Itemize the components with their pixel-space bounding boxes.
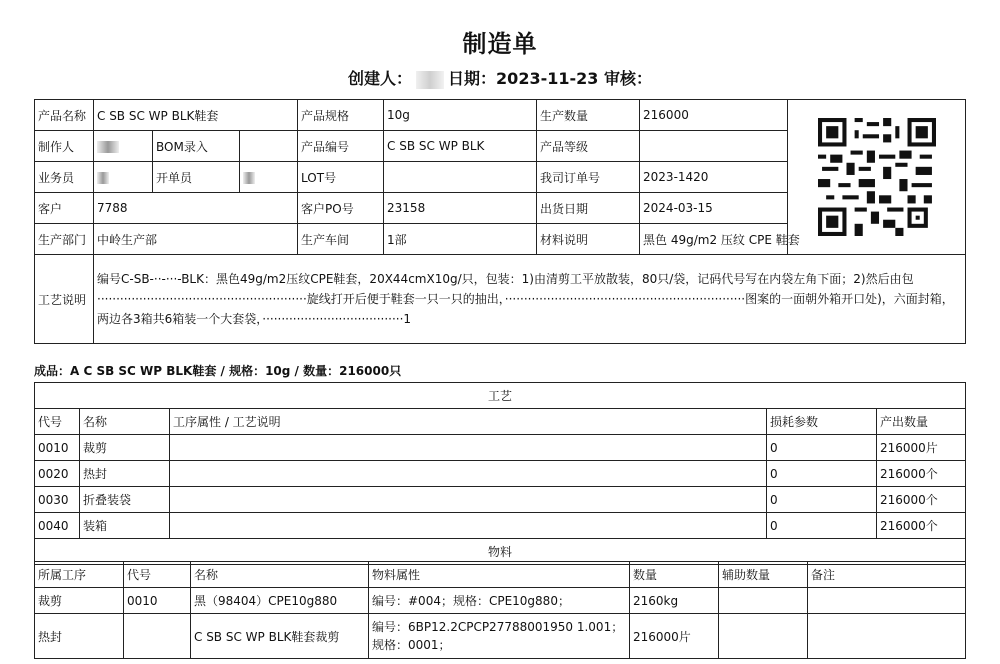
process-header-desc: 工序属性 / 工艺说明 [170, 409, 767, 435]
material-header-code: 代号 [124, 562, 191, 588]
process-output: 216000片 [877, 435, 966, 461]
po-label: 客户PO号 [298, 193, 384, 224]
code-label: 产品编号 [298, 131, 384, 162]
process-desc-text: 编号C-SB-··-···-BLK：黑色49g/m2压纹CPE鞋套，20X44cmX10g/只，包装：1)由清剪工平放散装，80只/袋，记码代号写在内袋左角下面；2)然后由包·······················································旋线打开后便于鞋套一只一只的抽出，·······························································图案的一面朝外箱开口处)，六面封箱，两边各3箱共6箱装一个大套袋，·····································1 [94, 255, 966, 344]
opener-label: 开单员 [153, 162, 240, 193]
process-desc [170, 487, 767, 513]
customer-label: 客户 [35, 193, 94, 224]
date-value: 2023-11-23 [496, 69, 599, 88]
materials-table [34, 561, 966, 659]
process-loss: 0 [767, 461, 877, 487]
workshop-label: 生产车间 [298, 224, 384, 255]
material-header-name: 名称 [191, 562, 369, 588]
lot-value [384, 162, 537, 193]
material-name: 黑（98404）CPE10g880 [191, 588, 369, 614]
process-code: 0010 [35, 435, 80, 461]
material-attr: 编号：#004；规格：CPE10g880； [369, 588, 630, 614]
material-proc: 裁剪 [35, 588, 124, 614]
dept-value: 中岭生产部 [94, 224, 298, 255]
process-desc [170, 461, 767, 487]
table-row [35, 487, 966, 513]
process-output: 216000个 [877, 487, 966, 513]
material-label: 材料说明 [537, 224, 640, 255]
qr-code-icon [818, 118, 936, 236]
process-table [34, 382, 966, 565]
header-line [0, 66, 1000, 89]
customer-value: 7788 [94, 193, 298, 224]
process-desc [170, 513, 767, 539]
process-header-output: 产出数量 [877, 409, 966, 435]
process-code: 0020 [35, 461, 80, 487]
material-note [808, 588, 966, 614]
material-proc: 热封 [35, 614, 124, 659]
qty-value: 216000 [640, 100, 788, 131]
process-desc-label: 工艺说明 [35, 255, 94, 344]
grade-value [640, 131, 788, 162]
table-row [35, 461, 966, 487]
spec-label: 产品规格 [298, 100, 384, 131]
finished-product-line: 成品：A C SB SC WP BLK鞋套 / 规格：10g / 数量：216000只 [34, 364, 402, 378]
sales-value [94, 162, 153, 193]
material-aux [719, 588, 808, 614]
process-name: 折叠装袋 [80, 487, 170, 513]
material-name: C SB SC WP BLK鞋套裁剪 [191, 614, 369, 659]
maker-value [94, 131, 153, 162]
material-header-attr: 物料属性 [369, 562, 630, 588]
opener-value [240, 162, 298, 193]
process-name: 裁剪 [80, 435, 170, 461]
material-aux [719, 614, 808, 659]
process-code: 0040 [35, 513, 80, 539]
table-row [35, 513, 966, 539]
product-name-value: C SB SC WP BLK鞋套 [94, 100, 298, 131]
material-qty: 2160kg [630, 588, 719, 614]
material-attr-line1: 编号：6BP12.2CPCP27788001950 1.001； [372, 620, 624, 634]
info-table [34, 99, 966, 344]
creator-redacted [416, 71, 444, 89]
lot-label: LOT号 [298, 162, 384, 193]
process-loss: 0 [767, 513, 877, 539]
code-value: C SB SC WP BLK [384, 131, 537, 162]
process-desc [170, 435, 767, 461]
table-row [35, 435, 966, 461]
material-header-qty: 数量 [630, 562, 719, 588]
process-header-loss: 损耗参数 [767, 409, 877, 435]
material-header-proc: 所属工序 [35, 562, 124, 588]
process-output: 216000个 [877, 513, 966, 539]
dept-label: 生产部门 [35, 224, 94, 255]
workshop-value: 1部 [384, 224, 537, 255]
product-name-label: 产品名称 [35, 100, 94, 131]
creator-label: 创建人： [348, 69, 413, 88]
page-title: 制造单 [462, 30, 538, 58]
material-header-note: 备注 [808, 562, 966, 588]
redacted-mark [97, 172, 109, 184]
material-qty: 216000片 [630, 614, 719, 659]
process-output: 216000个 [877, 461, 966, 487]
maker-label: 制作人 [35, 131, 94, 162]
qty-label: 生产数量 [537, 100, 640, 131]
table-row [35, 614, 966, 659]
material-attr [369, 614, 630, 659]
redacted-mark [243, 172, 255, 184]
material-note [808, 614, 966, 659]
bom-value [240, 131, 298, 162]
process-code: 0030 [35, 487, 80, 513]
spec-value: 10g [384, 100, 537, 131]
material-code: 0010 [124, 588, 191, 614]
review-label: 审核： [603, 69, 652, 88]
ship-date-label: 出货日期 [537, 193, 640, 224]
process-name: 装箱 [80, 513, 170, 539]
table-row [35, 588, 966, 614]
bom-label: BOM录入 [153, 131, 240, 162]
material-header-aux: 辅助数量 [719, 562, 808, 588]
process-name: 热封 [80, 461, 170, 487]
process-section-title: 工艺 [35, 383, 966, 409]
grade-label: 产品等级 [537, 131, 640, 162]
process-header-name: 名称 [80, 409, 170, 435]
redacted-mark [97, 141, 119, 153]
materials-section-title: 物料 [35, 539, 966, 565]
po-value: 23158 [384, 193, 537, 224]
process-loss: 0 [767, 487, 877, 513]
material-value: 黑色 49g/m2 压纹 CPE 鞋套 [640, 224, 966, 255]
process-loss: 0 [767, 435, 877, 461]
sales-label: 业务员 [35, 162, 94, 193]
our-order-label: 我司订单号 [537, 162, 640, 193]
ship-date-value: 2024-03-15 [640, 193, 788, 224]
date-label: 日期： [448, 69, 497, 88]
process-header-code: 代号 [35, 409, 80, 435]
material-code [124, 614, 191, 659]
material-attr-line2: 规格：0001； [372, 638, 451, 652]
our-order-value: 2023-1420 [640, 162, 788, 193]
